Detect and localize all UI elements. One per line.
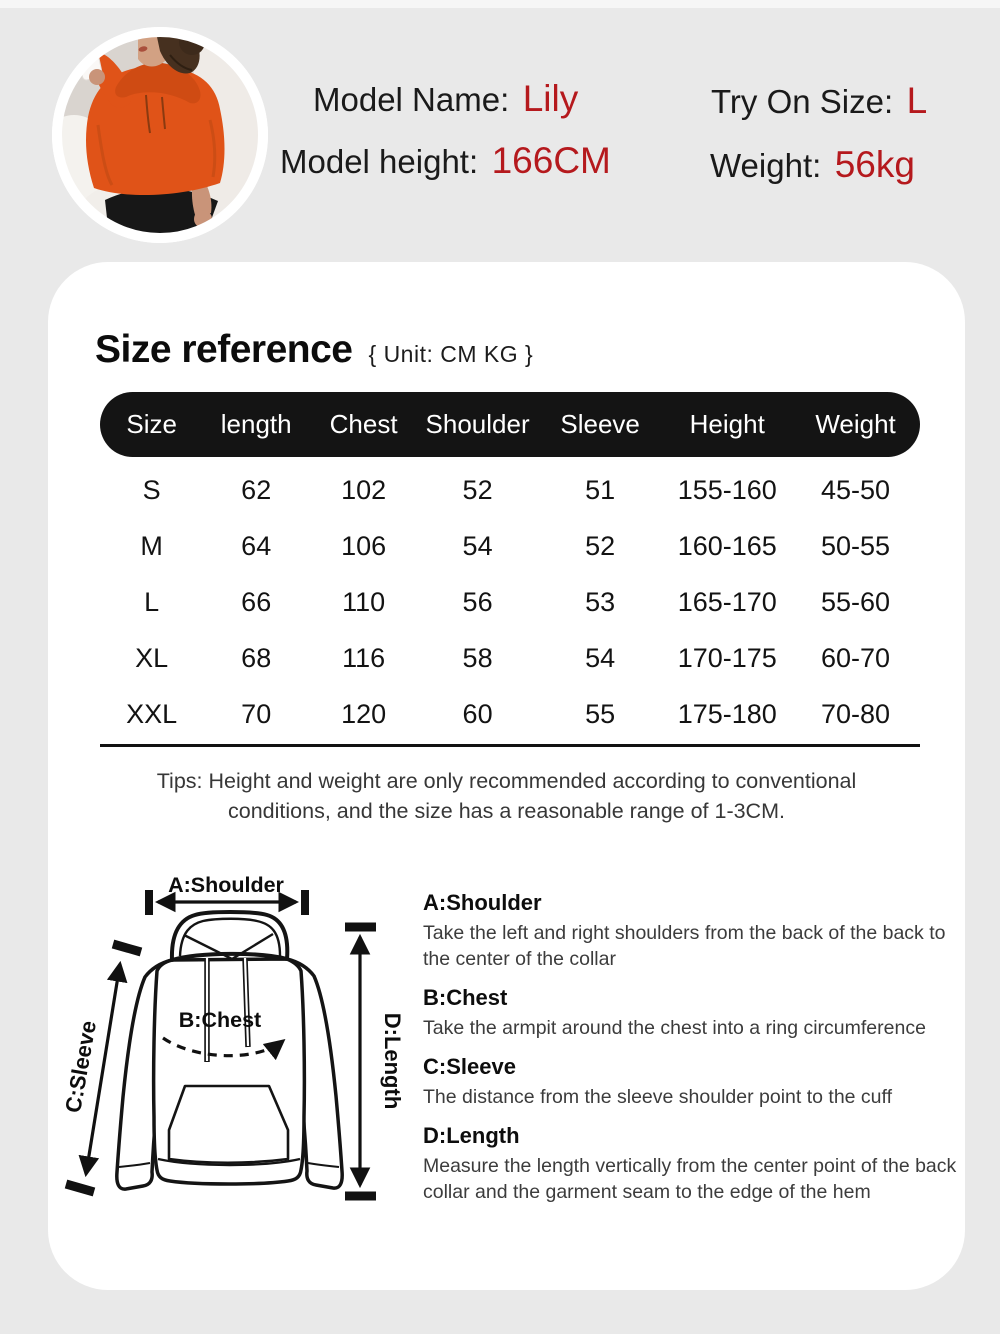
col-chest: Chest xyxy=(329,409,398,439)
label-d-length: D:Length xyxy=(380,1012,405,1110)
size-reference-title: Size reference { Unit: CM KG } xyxy=(95,328,534,371)
sleeve-cap-bottom xyxy=(66,1184,94,1192)
table-row-xxl: XXL 70 120 60 55 175-180 70-80 xyxy=(126,699,891,729)
col-weight: Weight xyxy=(815,409,896,439)
unit-note: { Unit: CM KG } xyxy=(368,341,534,367)
model-photo xyxy=(50,25,270,245)
label-a-shoulder: A:Shoulder xyxy=(168,873,284,897)
model-height-line xyxy=(280,140,611,182)
guide-c-heading: C:Sleeve xyxy=(423,1054,516,1079)
tips-text: Tips: Height and weight are only recommended according to conventional conditions, and the size has a reasonable range of 1-3CM. xyxy=(156,769,857,823)
guide-c-text: The distance from the sleeve shoulder point to the cuff xyxy=(423,1086,892,1108)
table-bottom-rule xyxy=(100,744,920,747)
guide-b-heading: B:Chest xyxy=(423,985,508,1010)
table-row-m: M 64 106 54 52 160-165 50-55 xyxy=(140,531,891,561)
model-weight-label: Weight: xyxy=(710,147,822,184)
top-strip xyxy=(0,0,1000,8)
size-reference-card xyxy=(48,262,965,1290)
try-on-value: L xyxy=(906,80,928,121)
label-b-chest: B:Chest xyxy=(178,1008,262,1032)
model-name-value: Lily xyxy=(522,78,579,119)
label-c-sleeve: C:Sleeve xyxy=(60,1018,101,1115)
col-length: length xyxy=(220,409,292,439)
model-weight-line xyxy=(710,144,915,186)
size-table-body xyxy=(100,462,920,742)
sleeve-cap-top xyxy=(113,944,141,952)
guide-d-text: Measure the length vertically from the center point of the back collar and the garment seam to the edge of the hem xyxy=(423,1155,957,1203)
table-row-l: L 66 110 56 53 165-170 55-60 xyxy=(144,587,891,617)
try-on-size-line xyxy=(711,80,927,122)
model-weight-value: 56kg xyxy=(834,144,915,185)
model-height-value: 166CM xyxy=(491,140,611,181)
size-table-header xyxy=(100,392,920,457)
col-size: Size xyxy=(126,409,177,439)
col-height: Height xyxy=(689,409,765,439)
col-shoulder: Shoulder xyxy=(425,409,530,439)
guide-b-text: Take the armpit around the chest into a ring circumference xyxy=(423,1017,926,1039)
table-row-xl: XL 68 116 58 54 170-175 60-70 xyxy=(135,643,891,673)
try-on-label: Try On Size: xyxy=(711,83,894,120)
measure-diagram xyxy=(45,862,405,1217)
guide-a-text: Take the left and right shoulders from the back of the back to the center of the collar xyxy=(423,922,946,970)
col-sleeve: Sleeve xyxy=(560,409,640,439)
hoodie-diagram-illustration xyxy=(45,862,405,1212)
kangaroo-pocket xyxy=(169,1086,288,1163)
model-photo-illustration xyxy=(50,25,270,245)
guide-a-heading: A:Shoulder xyxy=(423,890,542,915)
guide-d-heading: D:Length xyxy=(423,1123,520,1148)
model-height-label: Model height: xyxy=(280,143,479,180)
table-row-s: S 62 102 52 51 155-160 45-50 xyxy=(142,475,891,505)
model-name-line xyxy=(313,78,578,120)
model-name-label: Model Name: xyxy=(313,81,510,118)
measure-guide xyxy=(423,890,975,1218)
